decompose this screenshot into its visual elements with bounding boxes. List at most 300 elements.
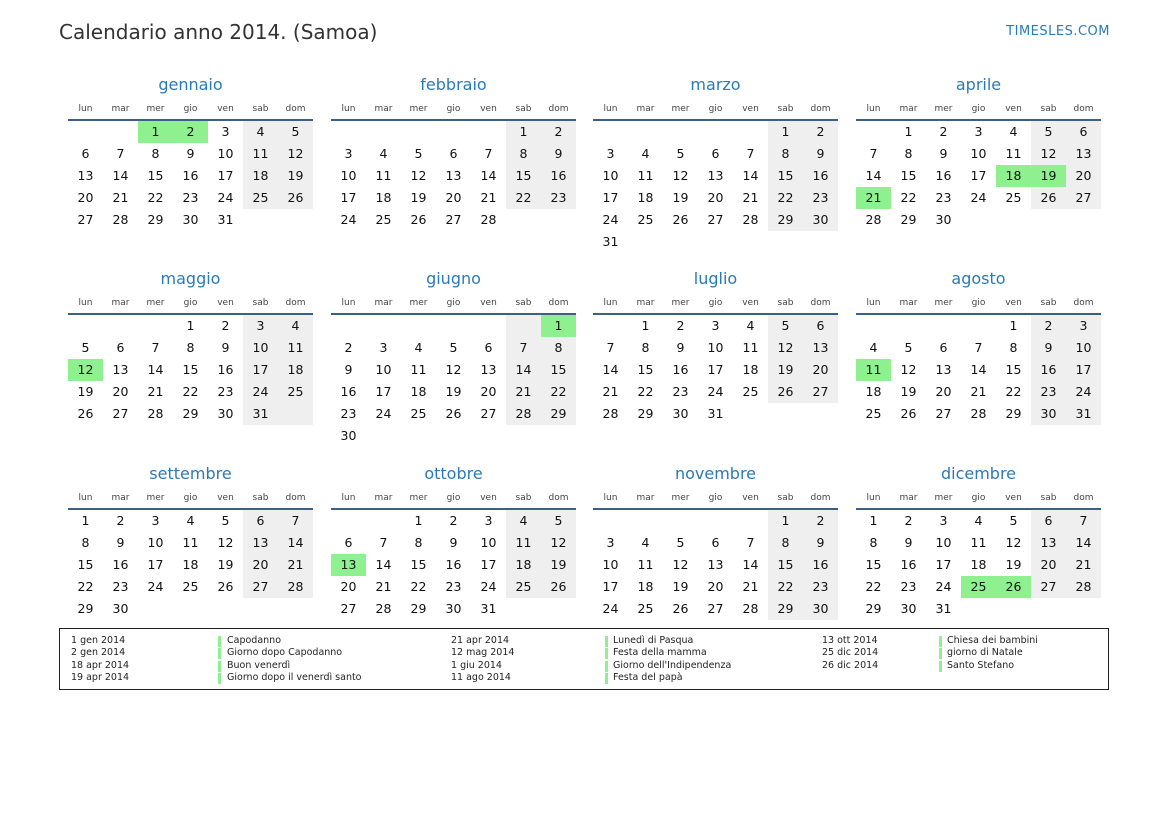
day-cell: 3	[606, 535, 615, 550]
day-cell: 15	[147, 168, 164, 183]
day-cell: 2	[676, 318, 685, 333]
day-cell: 4	[519, 513, 528, 528]
weekday-label: lun	[78, 298, 93, 308]
day-cell: 27	[480, 406, 497, 421]
day-cell: 18	[637, 190, 654, 205]
day-cell: 31	[252, 406, 269, 421]
weekday-label: ven	[217, 104, 234, 114]
weekday-label: lun	[341, 493, 356, 503]
day-cell: 11	[182, 535, 199, 550]
day-cell: 4	[641, 535, 650, 550]
day-cell: 15	[410, 557, 427, 572]
legend-holiday-name: Giorno dell'Indipendenza	[613, 659, 732, 671]
day-cell: 31	[935, 601, 952, 616]
legend-item	[60, 660, 1100, 672]
weekday-label: dom	[285, 104, 306, 114]
day-cell: 30	[182, 212, 199, 227]
day-cell: 14	[865, 168, 882, 183]
day-grid	[68, 510, 313, 642]
weekday-label: ven	[217, 493, 234, 503]
day-cell: 12	[550, 535, 567, 550]
weekday-label: dom	[285, 298, 306, 308]
legend-holiday-name: Chiesa dei bambini	[947, 635, 1038, 646]
day-cell: 25	[742, 384, 759, 399]
day-cell: 10	[602, 168, 619, 183]
day-cell: 26	[217, 579, 234, 594]
day-cell: 3	[221, 124, 230, 139]
day-cell: 28	[970, 406, 987, 421]
day-cell: 16	[550, 168, 567, 183]
day-cell: 5	[676, 146, 685, 161]
day-cell: 3	[344, 146, 353, 161]
day-cell: 20	[480, 384, 497, 399]
day-cell: 5	[414, 146, 423, 161]
weekday-label: mer	[934, 104, 953, 114]
day-cell: 26	[672, 212, 689, 227]
day-cell: 16	[340, 384, 357, 399]
month-name: maggio	[160, 269, 221, 288]
day-cell: 16	[812, 168, 829, 183]
weekday-header	[331, 297, 576, 309]
day-cell: 20	[340, 579, 357, 594]
day-cell: 18	[287, 362, 304, 377]
day-cell: 24	[707, 384, 724, 399]
day-cell: 11	[287, 340, 304, 355]
day-cell: 21	[1075, 557, 1092, 572]
day-cell: 1	[81, 513, 90, 528]
day-cell: 21	[970, 384, 987, 399]
day-grid	[856, 121, 1101, 253]
day-grid	[593, 121, 838, 253]
day-cell: 21	[480, 190, 497, 205]
day-cell: 15	[77, 557, 94, 572]
day-cell: 30	[935, 212, 952, 227]
day-cell: 13	[480, 362, 497, 377]
day-cell: 29	[777, 601, 794, 616]
legend-date: 26 dic 2014	[822, 659, 879, 671]
day-cell: 23	[112, 579, 129, 594]
day-cell: 6	[711, 146, 720, 161]
day-cell: 10	[217, 146, 234, 161]
day-cell: 24	[375, 406, 392, 421]
day-cell: 9	[904, 535, 913, 550]
weekday-label: mar	[111, 493, 130, 503]
day-cell: 10	[707, 340, 724, 355]
weekday-label: lun	[341, 104, 356, 114]
day-cell: 8	[554, 340, 563, 355]
day-cell: 25	[637, 212, 654, 227]
day-cell: 16	[182, 168, 199, 183]
day-cell: 4	[291, 318, 300, 333]
weekday-label: ven	[480, 104, 497, 114]
day-cell: 27	[77, 212, 94, 227]
day-cell: 28	[742, 212, 759, 227]
day-cell: 4	[414, 340, 423, 355]
legend-column	[60, 635, 1100, 672]
weekday-label: dom	[548, 298, 569, 308]
month-name: agosto	[951, 269, 1006, 288]
weekday-label: lun	[603, 104, 618, 114]
weekday-label: gio	[708, 104, 723, 114]
day-cell: 2	[344, 340, 353, 355]
holiday-day: 26	[996, 576, 1031, 598]
day-cell: 18	[865, 384, 882, 399]
weekday-label: mar	[374, 104, 393, 114]
weekday-label: dom	[1073, 104, 1094, 114]
weekday-header	[593, 492, 838, 504]
weekday-label: mer	[671, 104, 690, 114]
day-cell: 19	[77, 384, 94, 399]
day-cell: 18	[515, 557, 532, 572]
day-cell: 5	[554, 513, 563, 528]
weekday-label: mer	[409, 298, 428, 308]
day-cell: 11	[742, 340, 759, 355]
legend-date: 21 apr 2014	[451, 635, 510, 646]
day-cell: 21	[112, 190, 129, 205]
weekday-header	[68, 103, 313, 115]
day-cell: 28	[742, 601, 759, 616]
legend-date: 11 ago 2014	[451, 672, 511, 684]
day-cell: 3	[711, 318, 720, 333]
day-cell: 24	[935, 579, 952, 594]
day-cell: 24	[252, 384, 269, 399]
day-cell: 12	[672, 557, 689, 572]
day-cell: 21	[602, 384, 619, 399]
day-cell: 6	[116, 340, 125, 355]
day-cell: 29	[182, 406, 199, 421]
holiday-day: 2	[173, 121, 208, 143]
weekday-label: gio	[971, 104, 986, 114]
weekday-label: mer	[671, 493, 690, 503]
day-cell: 7	[116, 146, 125, 161]
weekday-label: dom	[1073, 493, 1094, 503]
weekday-label: gio	[446, 493, 461, 503]
day-cell: 13	[77, 168, 94, 183]
day-cell: 22	[147, 190, 164, 205]
month-name: febbraio	[420, 75, 487, 94]
day-cell: 31	[480, 601, 497, 616]
weekday-label: gio	[708, 298, 723, 308]
day-cell: 22	[550, 384, 567, 399]
day-cell: 29	[1005, 406, 1022, 421]
day-cell: 29	[637, 406, 654, 421]
day-cell: 12	[217, 535, 234, 550]
legend-date: 19 apr 2014	[71, 672, 130, 684]
day-cell: 5	[449, 340, 458, 355]
day-cell: 20	[707, 579, 724, 594]
weekday-label: sab	[515, 298, 532, 308]
day-cell: 14	[742, 168, 759, 183]
day-cell: 28	[112, 212, 129, 227]
day-cell: 29	[865, 601, 882, 616]
holiday-day: 18	[996, 165, 1031, 187]
day-cell: 8	[186, 340, 195, 355]
day-cell: 24	[217, 190, 234, 205]
day-cell: 9	[816, 146, 825, 161]
day-cell: 24	[340, 212, 357, 227]
weekday-label: sab	[1040, 298, 1057, 308]
day-cell: 21	[515, 384, 532, 399]
weekday-label: dom	[548, 493, 569, 503]
weekday-label: sab	[515, 493, 532, 503]
day-cell: 1	[1009, 318, 1018, 333]
weekday-label: lun	[866, 104, 881, 114]
day-cell: 20	[112, 384, 129, 399]
weekday-label: gio	[446, 104, 461, 114]
day-cell: 4	[1009, 124, 1018, 139]
day-cell: 25	[287, 384, 304, 399]
day-cell: 20	[935, 384, 952, 399]
day-cell: 10	[340, 168, 357, 183]
month-name: settembre	[149, 464, 232, 483]
month-name: luglio	[693, 269, 738, 288]
day-cell: 22	[900, 190, 917, 205]
legend-holiday-name: Lunedì di Pasqua	[613, 635, 694, 646]
legend-item	[60, 635, 1100, 647]
legend-date: 1 giu 2014	[451, 659, 502, 671]
day-cell: 7	[291, 513, 300, 528]
day-cell: 1	[781, 124, 790, 139]
legend-holiday-name: Buon venerdì	[227, 659, 291, 671]
weekday-label: dom	[810, 298, 831, 308]
day-cell: 26	[77, 406, 94, 421]
day-cell: 18	[182, 557, 199, 572]
day-cell: 16	[812, 557, 829, 572]
day-cell: 12	[1005, 535, 1022, 550]
day-cell: 22	[1005, 384, 1022, 399]
day-cell: 16	[672, 362, 689, 377]
day-cell: 23	[812, 190, 829, 205]
day-cell: 28	[515, 406, 532, 421]
day-cell: 26	[287, 190, 304, 205]
weekday-label: mar	[636, 298, 655, 308]
day-cell: 9	[186, 146, 195, 161]
month-name: aprile	[955, 75, 1002, 94]
legend-date: 2 gen 2014	[71, 647, 126, 659]
day-cell: 29	[550, 406, 567, 421]
day-grid	[593, 315, 838, 447]
day-cell: 15	[865, 557, 882, 572]
day-cell: 16	[445, 557, 462, 572]
day-cell: 9	[676, 340, 685, 355]
day-cell: 19	[287, 168, 304, 183]
day-cell: 24	[1075, 384, 1092, 399]
day-cell: 25	[252, 190, 269, 205]
weekday-header	[593, 103, 838, 115]
day-cell: 29	[900, 212, 917, 227]
day-cell: 3	[606, 146, 615, 161]
day-cell: 20	[812, 362, 829, 377]
day-cell: 3	[939, 513, 948, 528]
day-cell: 3	[1079, 318, 1088, 333]
day-cell: 26	[410, 212, 427, 227]
site-link[interactable]: TIMESLES.COM	[1006, 24, 1110, 39]
day-cell: 30	[812, 601, 829, 616]
day-cell: 25	[375, 212, 392, 227]
day-cell: 11	[375, 168, 392, 183]
day-cell: 23	[182, 190, 199, 205]
day-cell: 29	[410, 601, 427, 616]
day-cell: 6	[939, 340, 948, 355]
day-cell: 31	[707, 406, 724, 421]
day-cell: 10	[935, 535, 952, 550]
weekday-label: lun	[78, 493, 93, 503]
day-cell: 29	[147, 212, 164, 227]
day-cell: 4	[746, 318, 755, 333]
day-cell: 5	[81, 340, 90, 355]
weekday-label: ven	[742, 298, 759, 308]
weekday-label: ven	[1005, 298, 1022, 308]
weekday-label: gio	[708, 493, 723, 503]
day-cell: 6	[256, 513, 265, 528]
day-cell: 11	[410, 362, 427, 377]
month-name: giugno	[426, 269, 481, 288]
day-cell: 1	[414, 513, 423, 528]
day-cell: 10	[252, 340, 269, 355]
legend-holiday-name: Giorno dopo il venerdì santo	[227, 672, 362, 684]
holiday-day: 13	[331, 554, 366, 576]
day-cell: 30	[340, 428, 357, 443]
weekday-label: ven	[742, 493, 759, 503]
day-cell: 5	[676, 535, 685, 550]
weekday-label: mer	[409, 493, 428, 503]
weekday-label: mer	[671, 298, 690, 308]
day-cell: 18	[637, 579, 654, 594]
day-cell: 13	[445, 168, 462, 183]
day-cell: 1	[869, 513, 878, 528]
day-cell: 23	[1040, 384, 1057, 399]
day-cell: 13	[252, 535, 269, 550]
weekday-label: ven	[480, 493, 497, 503]
day-cell: 14	[480, 168, 497, 183]
day-cell: 13	[1075, 146, 1092, 161]
day-cell: 15	[550, 362, 567, 377]
weekday-label: sab	[777, 493, 794, 503]
day-cell: 18	[375, 190, 392, 205]
day-cell: 22	[77, 579, 94, 594]
day-cell: 19	[550, 557, 567, 572]
day-cell: 15	[777, 168, 794, 183]
day-cell: 27	[1075, 190, 1092, 205]
day-cell: 21	[375, 579, 392, 594]
day-cell: 17	[602, 579, 619, 594]
day-cell: 8	[1009, 340, 1018, 355]
weekday-label: ven	[480, 298, 497, 308]
day-cell: 17	[970, 168, 987, 183]
day-cell: 17	[252, 362, 269, 377]
legend-holiday-name: Capodanno	[227, 635, 282, 646]
day-cell: 22	[182, 384, 199, 399]
day-cell: 19	[777, 362, 794, 377]
weekday-label: sab	[1040, 493, 1057, 503]
day-cell: 11	[252, 146, 269, 161]
day-cell: 14	[970, 362, 987, 377]
weekday-label: sab	[777, 298, 794, 308]
day-cell: 11	[1005, 146, 1022, 161]
day-cell: 27	[1040, 579, 1057, 594]
day-cell: 21	[287, 557, 304, 572]
day-cell: 9	[939, 146, 948, 161]
day-cell: 1	[519, 124, 528, 139]
day-cell: 24	[970, 190, 987, 205]
day-cell: 2	[939, 124, 948, 139]
holiday-day: 1	[138, 121, 173, 143]
day-grid	[331, 315, 576, 447]
day-cell: 8	[414, 535, 423, 550]
day-cell: 9	[1044, 340, 1053, 355]
weekday-header	[856, 492, 1101, 504]
day-cell: 23	[217, 384, 234, 399]
day-cell: 22	[637, 384, 654, 399]
day-cell: 15	[515, 168, 532, 183]
day-cell: 9	[816, 535, 825, 550]
day-cell: 23	[812, 579, 829, 594]
day-cell: 14	[287, 535, 304, 550]
day-cell: 29	[77, 601, 94, 616]
day-cell: 28	[602, 406, 619, 421]
day-cell: 26	[550, 579, 567, 594]
day-cell: 11	[970, 535, 987, 550]
day-cell: 28	[287, 579, 304, 594]
day-cell: 6	[344, 535, 353, 550]
day-cell: 9	[449, 535, 458, 550]
weekday-label: mar	[111, 104, 130, 114]
day-cell: 31	[1075, 406, 1092, 421]
day-cell: 14	[1075, 535, 1092, 550]
day-cell: 27	[340, 601, 357, 616]
day-cell: 17	[375, 384, 392, 399]
weekday-label: gio	[183, 104, 198, 114]
day-cell: 17	[147, 557, 164, 572]
day-cell: 28	[375, 601, 392, 616]
day-cell: 5	[1044, 124, 1053, 139]
day-cell: 23	[935, 190, 952, 205]
weekday-header	[331, 103, 576, 115]
day-cell: 6	[81, 146, 90, 161]
day-cell: 28	[1075, 579, 1092, 594]
weekday-label: gio	[446, 298, 461, 308]
day-cell: 12	[1040, 146, 1057, 161]
weekday-label: ven	[217, 298, 234, 308]
day-cell: 7	[1079, 513, 1088, 528]
day-cell: 8	[781, 146, 790, 161]
day-cell: 31	[602, 234, 619, 249]
day-cell: 12	[445, 362, 462, 377]
weekday-label: gio	[183, 298, 198, 308]
day-cell: 1	[904, 124, 913, 139]
day-cell: 21	[742, 579, 759, 594]
day-cell: 8	[781, 535, 790, 550]
day-cell: 10	[147, 535, 164, 550]
day-cell: 14	[602, 362, 619, 377]
day-cell: 19	[900, 384, 917, 399]
month-name: ottobre	[424, 464, 483, 483]
day-cell: 25	[515, 579, 532, 594]
day-cell: 14	[112, 168, 129, 183]
weekday-label: lun	[603, 298, 618, 308]
weekday-label: mar	[899, 493, 918, 503]
weekday-label: ven	[1005, 493, 1022, 503]
day-cell: 14	[742, 557, 759, 572]
weekday-label: ven	[1005, 104, 1022, 114]
day-cell: 16	[900, 557, 917, 572]
day-cell: 6	[449, 146, 458, 161]
holiday-day: 21	[856, 187, 891, 209]
day-cell: 7	[746, 535, 755, 550]
weekday-label: mer	[934, 298, 953, 308]
day-cell: 15	[182, 362, 199, 377]
day-cell: 17	[217, 168, 234, 183]
